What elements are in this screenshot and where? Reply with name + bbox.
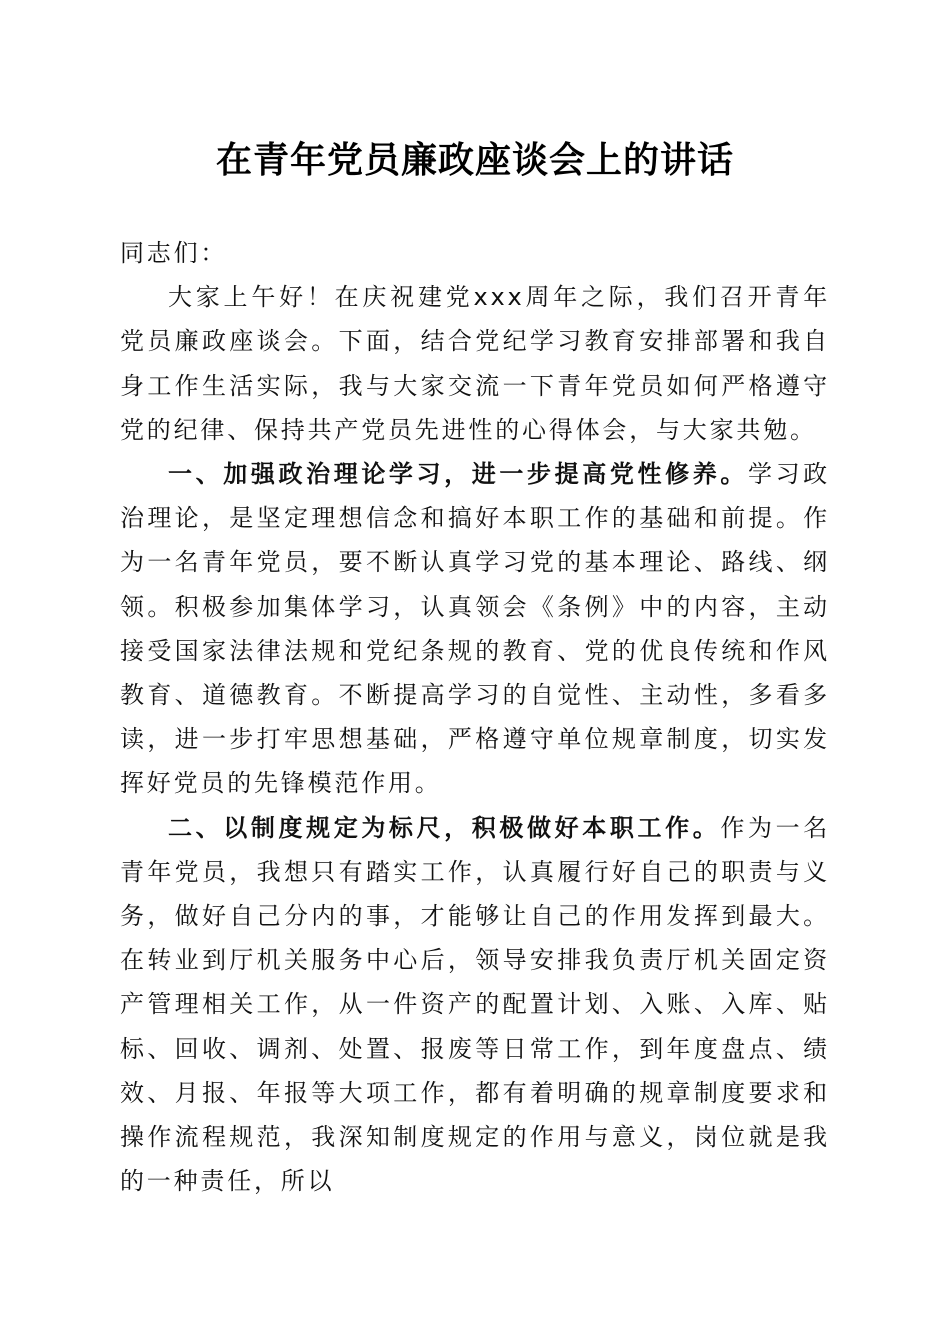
paragraph-section-1 (120, 452, 830, 806)
document-body (120, 231, 830, 1203)
paragraph-text: 作为一名青年党员，我想只有踏实工作，认真履行好自己的职责与义务，做好自己分内的事，才能够让自己的作用发挥到最大。在转业到厅机关服务中心后，领导安排我负责厅机关固定资产管理相关工作，从一件资产的配置计划、入账、入库、贴标、回收、调剂、处置、报废等日常工作，到年度盘点、绩效、月报、年报等大项工作，都有着明确的规章制度要求和操作流程规范，我深知制度规定的作用与意义，岗位就是我的一种责任，所以 (120, 813, 830, 1196)
paragraph-section-2 (120, 806, 830, 1204)
paragraph-text: 学习政治理论，是坚定理想信念和搞好本职工作的基础和前提。作为一名青年党员，要不断认真学习党的基本理论、路线、纲领。积极参加集体学习，认真领会《条例》中的内容，主动接受国家法律法规和党纪条规的教育、党的优良传统和作风教育、道德教育。不断提高学习的自觉性、主动性，多看多读，进一步打牢思想基础，严格遵守单位规章制度，切实发挥好党员的先锋模范作用。 (120, 460, 830, 798)
page-title: 在青年党员廉政座谈会上的讲话 (215, 139, 734, 181)
section-heading: 二、以制度规定为标尺，积极做好本职工作。 (168, 813, 721, 842)
paragraph-intro (120, 275, 830, 452)
section-heading: 一、加强政治理论学习，进一步提高党性修养。 (168, 460, 748, 489)
salutation: 同志们： (120, 239, 228, 267)
paragraph-text: 大家上午好！在庆祝建党xxx周年之际，我们召开青年党员廉政座谈会。下面，结合党纪学习教育安排部署和我自身工作生活实际，我与大家交流一下青年党员如何严格遵守党的纪律、保持共产党员先进性的心得体会，与大家共勉。 (120, 283, 830, 444)
